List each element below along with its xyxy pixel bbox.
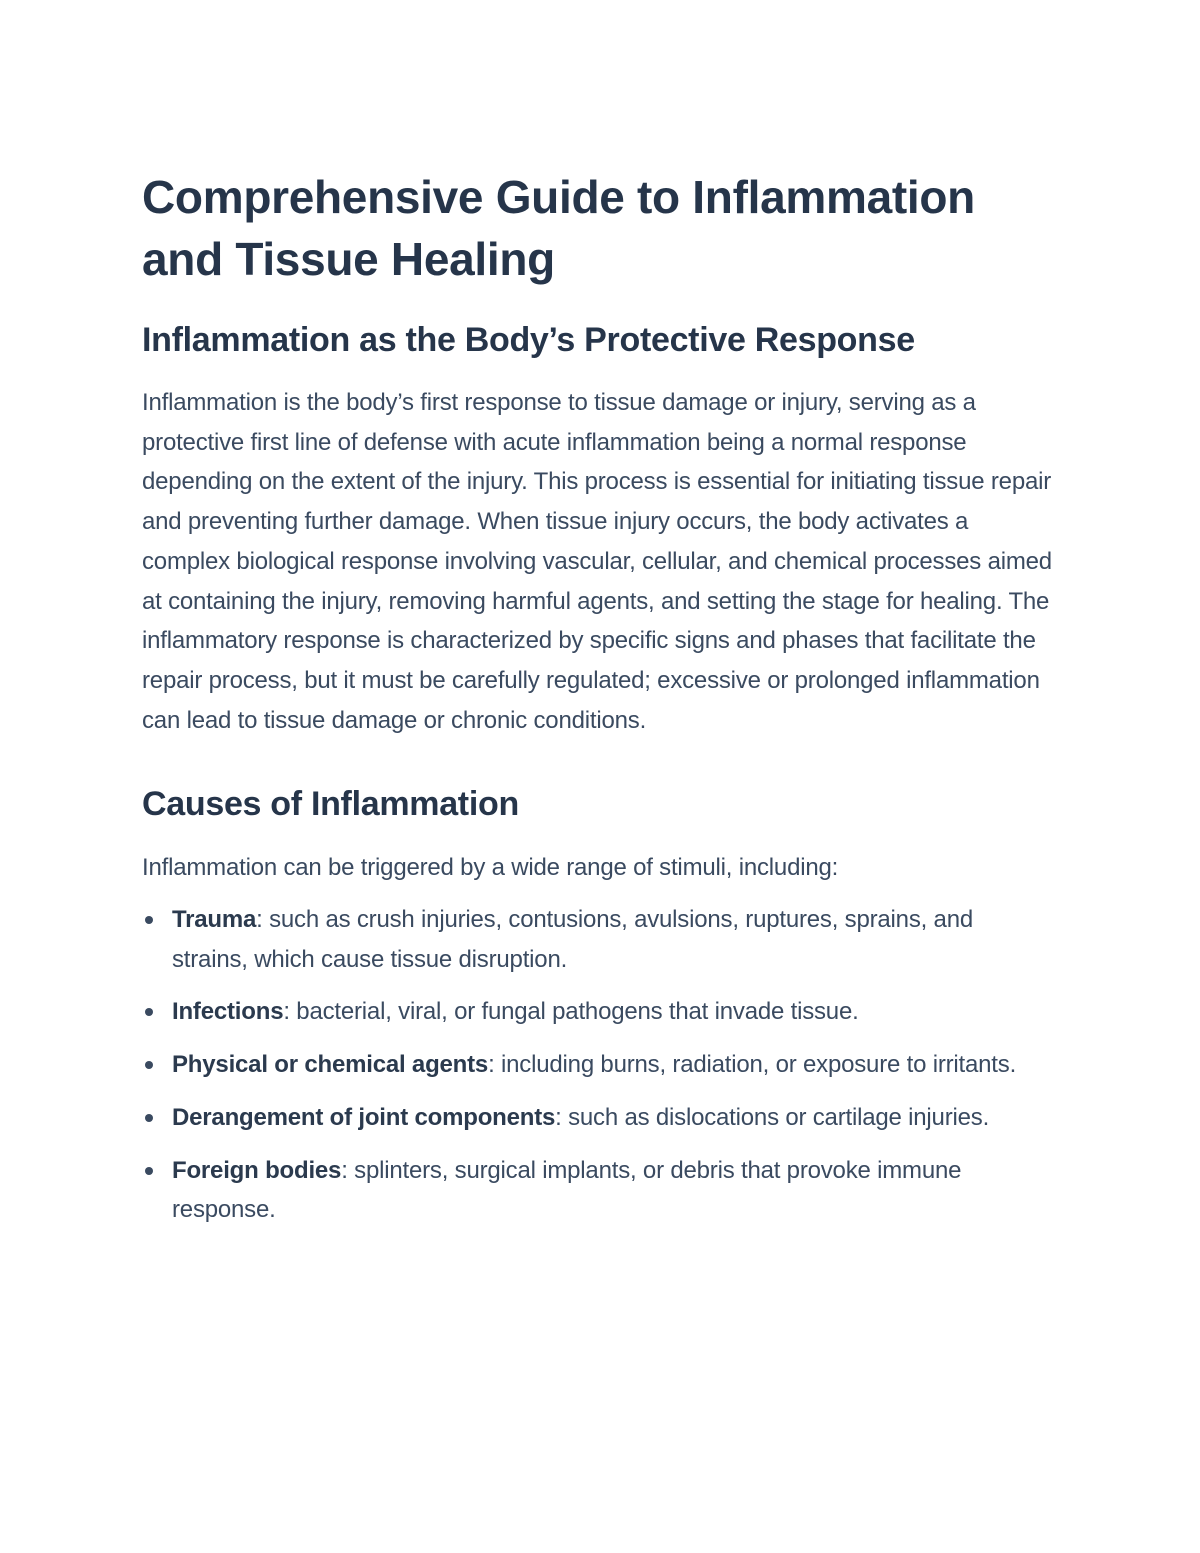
list-item-physical-chemical-agents <box>142 1045 1052 1085</box>
cause-term: Infections <box>172 998 284 1026</box>
causes-list <box>142 900 1052 1230</box>
cause-term: Foreign bodies <box>172 1156 342 1184</box>
cause-description: : including burns, radiation, or exposure to irritants. <box>488 1051 1017 1079</box>
cause-term: Derangement of joint components <box>172 1103 556 1131</box>
bullet-icon <box>145 1061 153 1069</box>
list-item-joint-derangement <box>142 1098 1052 1138</box>
bullet-icon <box>145 1114 153 1122</box>
cause-description: : splinters, surgical implants, or debris that provoke immune response. <box>172 1156 962 1224</box>
cause-description: : such as crush injuries, contusions, avulsions, ruptures, sprains, and strains, which cause tissue disruption. <box>172 906 973 973</box>
document-title: Comprehensive Guide to Inflammation and Tissue Healing <box>142 171 975 285</box>
list-item-trauma <box>142 900 1052 979</box>
cause-term: Trauma <box>172 906 257 934</box>
section-heading-causes: Causes of Inflammation <box>142 785 519 824</box>
causes-intro-paragraph: Inflammation can be triggered by a wide range of stimuli, including: <box>142 854 839 882</box>
section-heading-protective-response: Inflammation as the Body’s Protective Response <box>142 321 915 359</box>
bullet-icon <box>145 1008 153 1016</box>
bullet-icon <box>145 1167 153 1175</box>
document-page <box>142 166 1052 1243</box>
cause-term: Physical or chemical agents <box>172 1051 489 1079</box>
cause-description: : bacterial, viral, or fungal pathogens that invade tissue. <box>283 998 859 1026</box>
list-item-foreign-bodies <box>142 1151 1052 1230</box>
bullet-icon <box>145 916 153 924</box>
list-item-infections <box>142 992 1052 1032</box>
cause-description: : such as dislocations or cartilage injuries. <box>555 1103 990 1131</box>
protective-response-paragraph: Inflammation is the body’s first response to tissue damage or injury, serving as a protective first line of defense with acute inflammation being a normal response depending on the extent of the injury. This process is essential for initiating tissue repair and preventing further damage. When tissue injury occurs, the body activates a complex biological response involving vascular, cellular, and chemical processes aimed at containing the injury, removing harmful agents, and setting the stage for healing. The inflammatory response is characterized by specific signs and phases that facilitate the repair process, but it must be carefully regulated; excessive or prolonged inflammation can lead to tissue damage or chronic conditions. <box>142 389 1052 734</box>
